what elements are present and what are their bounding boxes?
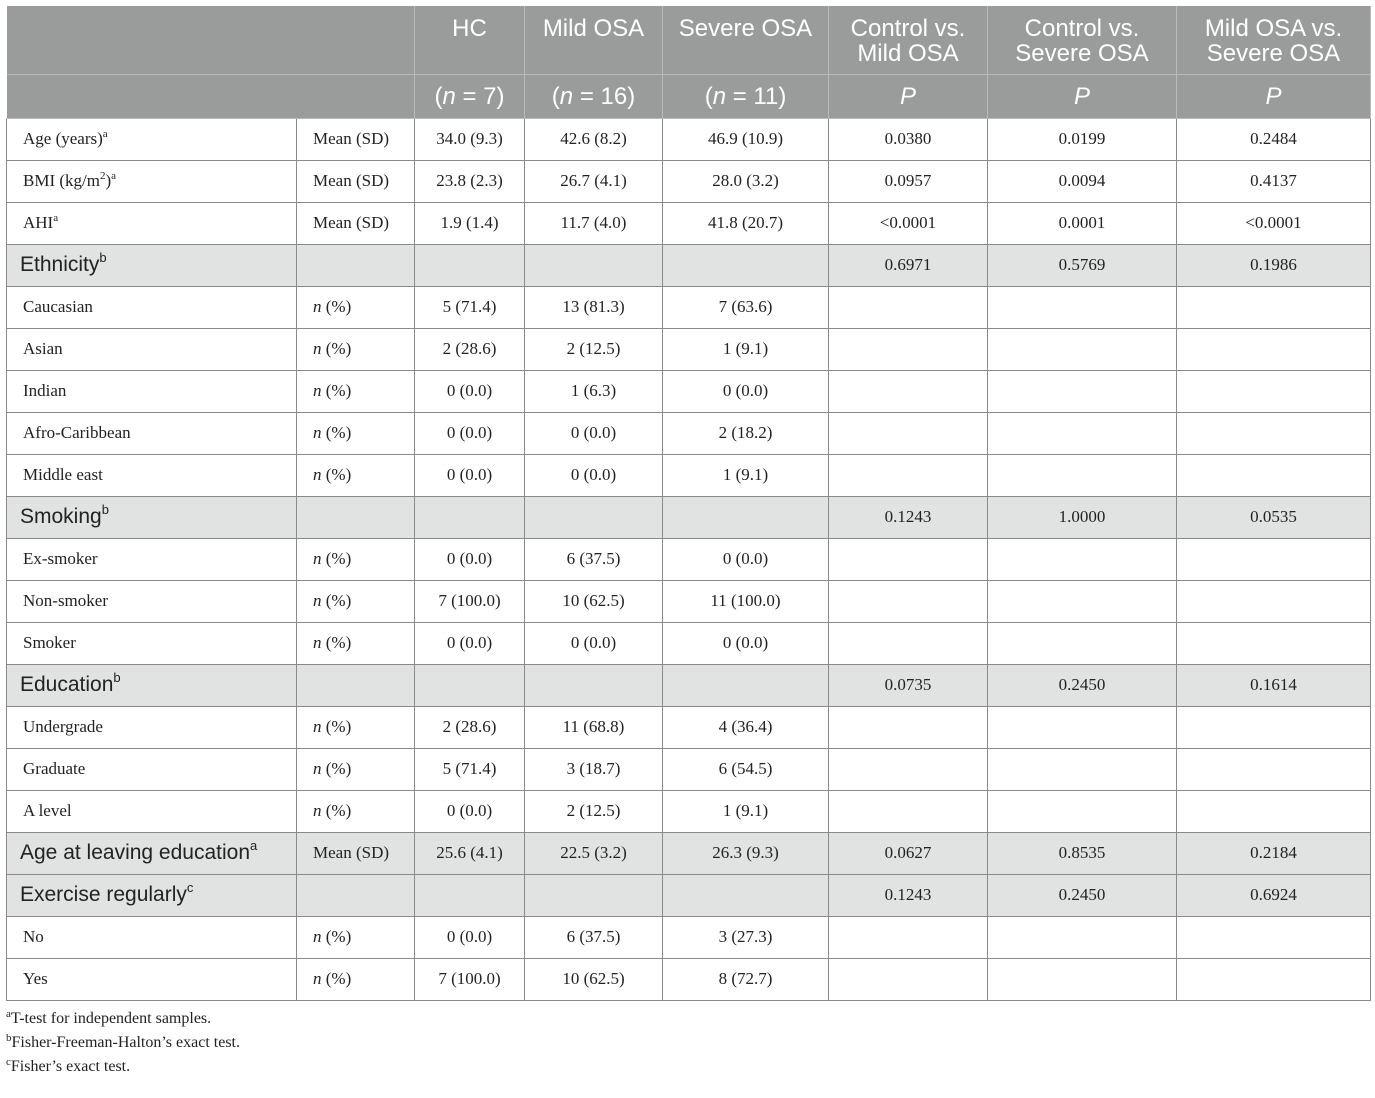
table-cell bbox=[829, 454, 988, 496]
row-statistic: Mean (SD) bbox=[297, 202, 415, 244]
row-label bbox=[7, 664, 297, 706]
row-statistic: Mean (SD) bbox=[297, 832, 415, 874]
row-statistic: n (%) bbox=[297, 580, 415, 622]
table-cell bbox=[663, 496, 829, 538]
row-statistic: n (%) bbox=[297, 286, 415, 328]
table-cell: 11.7 (4.0) bbox=[525, 202, 663, 244]
row-label-text: Asian bbox=[23, 339, 63, 358]
table-row bbox=[7, 538, 1371, 580]
table-cell bbox=[1177, 538, 1371, 580]
table-group-row bbox=[7, 496, 1371, 538]
table-row bbox=[7, 370, 1371, 412]
table-cell: 0.0735 bbox=[829, 664, 988, 706]
row-label-text: Age at leaving education bbox=[20, 841, 251, 864]
table-cell: 6 (37.5) bbox=[525, 538, 663, 580]
table-cell: 26.7 (4.1) bbox=[525, 160, 663, 202]
footnote-marker: c bbox=[6, 1055, 11, 1068]
table-cell: 28.0 (3.2) bbox=[663, 160, 829, 202]
table-cell: 0.0627 bbox=[829, 832, 988, 874]
table-cell bbox=[988, 370, 1177, 412]
n-symbol: n bbox=[313, 297, 322, 316]
table-cell: 5 (71.4) bbox=[415, 748, 525, 790]
table-cell bbox=[663, 244, 829, 286]
table-row bbox=[7, 160, 1371, 202]
subheader-row bbox=[7, 74, 1371, 118]
table-row bbox=[7, 118, 1371, 160]
table-cell: 0.6924 bbox=[1177, 874, 1371, 916]
row-statistic bbox=[297, 874, 415, 916]
column-header-mild-osa: Mild OSA bbox=[525, 6, 663, 74]
row-label-text: Undergrade bbox=[23, 717, 103, 736]
table-cell bbox=[1177, 790, 1371, 832]
footnote bbox=[6, 1031, 1370, 1055]
row-label bbox=[7, 412, 297, 454]
subheader-severe-osa-n: (n = 11) bbox=[663, 74, 829, 118]
table-cell bbox=[988, 916, 1177, 958]
table-cell: 1 (9.1) bbox=[663, 328, 829, 370]
table-cell: 0 (0.0) bbox=[415, 454, 525, 496]
table-cell: <0.0001 bbox=[829, 202, 988, 244]
table-cell bbox=[415, 244, 525, 286]
row-statistic: Mean (SD) bbox=[297, 160, 415, 202]
row-label-text: Yes bbox=[23, 969, 48, 988]
table-row bbox=[7, 622, 1371, 664]
subheader-p: P bbox=[829, 74, 988, 118]
table-row bbox=[7, 706, 1371, 748]
table-cell bbox=[829, 790, 988, 832]
row-label bbox=[7, 328, 297, 370]
table-cell bbox=[988, 286, 1177, 328]
table-cell: 0.0957 bbox=[829, 160, 988, 202]
footnote-marker: b bbox=[113, 670, 121, 685]
row-label-text: Education bbox=[20, 673, 114, 696]
row-label bbox=[7, 286, 297, 328]
subheader-hc-n: (n = 7) bbox=[415, 74, 525, 118]
table-cell: <0.0001 bbox=[1177, 202, 1371, 244]
row-statistic: n (%) bbox=[297, 706, 415, 748]
footnote-marker: a bbox=[6, 1007, 11, 1020]
table-cell bbox=[1177, 706, 1371, 748]
table-cell: 0 (0.0) bbox=[415, 790, 525, 832]
subheader-blank-cell bbox=[7, 74, 297, 118]
table-cell: 0.2184 bbox=[1177, 832, 1371, 874]
column-header-severe-osa: Severe OSA bbox=[663, 6, 829, 74]
table-row bbox=[7, 286, 1371, 328]
row-statistic bbox=[297, 664, 415, 706]
table-cell: 0.1614 bbox=[1177, 664, 1371, 706]
table-cell bbox=[988, 580, 1177, 622]
n-symbol: n bbox=[313, 381, 322, 400]
table-cell: 0.2450 bbox=[988, 664, 1177, 706]
row-label-text: Non-smoker bbox=[23, 591, 108, 610]
table-cell: 8 (72.7) bbox=[663, 958, 829, 1000]
row-label bbox=[7, 622, 297, 664]
row-label bbox=[7, 244, 297, 286]
row-statistic: n (%) bbox=[297, 538, 415, 580]
table-cell: 0 (0.0) bbox=[525, 454, 663, 496]
table-cell bbox=[1177, 748, 1371, 790]
footnote-marker: a bbox=[102, 128, 108, 140]
table-cell bbox=[525, 496, 663, 538]
table-cell: 1.9 (1.4) bbox=[415, 202, 525, 244]
table-cell: 7 (100.0) bbox=[415, 580, 525, 622]
table-cell: 0 (0.0) bbox=[525, 622, 663, 664]
table-cell: 22.5 (3.2) bbox=[525, 832, 663, 874]
row-statistic: n (%) bbox=[297, 454, 415, 496]
table-cell: 0 (0.0) bbox=[415, 412, 525, 454]
n-symbol: n bbox=[313, 465, 322, 484]
row-label-text: Smoker bbox=[23, 633, 76, 652]
table-cell bbox=[988, 790, 1177, 832]
n-symbol: n bbox=[442, 82, 456, 110]
table-cell: 1 (6.3) bbox=[525, 370, 663, 412]
table-cell: 3 (27.3) bbox=[663, 916, 829, 958]
row-label-text: AHI bbox=[23, 213, 54, 232]
footnote bbox=[6, 1055, 1370, 1079]
table-header bbox=[7, 6, 1371, 118]
row-label bbox=[7, 580, 297, 622]
n-symbol: n bbox=[313, 759, 322, 778]
table-cell bbox=[829, 328, 988, 370]
table-cell bbox=[1177, 958, 1371, 1000]
table-cell bbox=[829, 748, 988, 790]
row-label bbox=[7, 496, 297, 538]
n-symbol: n bbox=[313, 549, 322, 568]
table-cell bbox=[415, 664, 525, 706]
table-group-row bbox=[7, 874, 1371, 916]
table-cell: 0.0535 bbox=[1177, 496, 1371, 538]
row-label-text: Exercise regularly bbox=[20, 883, 187, 906]
row-statistic: n (%) bbox=[297, 328, 415, 370]
table-cell: 1 (9.1) bbox=[663, 790, 829, 832]
row-statistic: n (%) bbox=[297, 370, 415, 412]
n-symbol: n bbox=[313, 339, 322, 358]
table-cell: 0.4137 bbox=[1177, 160, 1371, 202]
table-cell: 0.2450 bbox=[988, 874, 1177, 916]
footnote-text: Fisher-Freeman-Halton’s exact test. bbox=[11, 1033, 240, 1051]
table-cell: 10 (62.5) bbox=[525, 958, 663, 1000]
table-cell bbox=[1177, 454, 1371, 496]
table-cell bbox=[988, 538, 1177, 580]
row-label bbox=[7, 790, 297, 832]
n-symbol: n bbox=[559, 82, 574, 110]
footnote-marker: a bbox=[53, 212, 59, 224]
n-symbol: n bbox=[313, 591, 322, 610]
table-cell: 41.8 (20.7) bbox=[663, 202, 829, 244]
subheader-p: P bbox=[988, 74, 1177, 118]
table-cell: 0.1243 bbox=[829, 874, 988, 916]
table-cell bbox=[988, 328, 1177, 370]
header-blank-cell bbox=[7, 6, 297, 74]
table-row bbox=[7, 958, 1371, 1000]
demographics-table bbox=[6, 6, 1371, 1001]
table-cell: 0 (0.0) bbox=[663, 622, 829, 664]
row-label-text: Ex-smoker bbox=[23, 549, 98, 568]
n-symbol: n bbox=[313, 633, 322, 652]
row-label-text: Caucasian bbox=[23, 297, 93, 316]
unit-superscript: 2 bbox=[99, 170, 106, 182]
table-row bbox=[7, 412, 1371, 454]
table-group-row bbox=[7, 664, 1371, 706]
table-cell bbox=[1177, 286, 1371, 328]
row-label-text: Middle east bbox=[23, 465, 103, 484]
table-body bbox=[7, 118, 1371, 1000]
table-cell bbox=[1177, 580, 1371, 622]
table-cell: 6 (54.5) bbox=[663, 748, 829, 790]
n-symbol: n bbox=[712, 82, 727, 110]
table-cell: 13 (81.3) bbox=[525, 286, 663, 328]
table-cell bbox=[1177, 328, 1371, 370]
footnote-marker: b bbox=[6, 1031, 12, 1044]
table-cell: 0 (0.0) bbox=[415, 538, 525, 580]
table-cell: 0.0199 bbox=[988, 118, 1177, 160]
table-cell: 0.0094 bbox=[988, 160, 1177, 202]
table-row bbox=[7, 748, 1371, 790]
table-cell: 0 (0.0) bbox=[525, 412, 663, 454]
table-cell: 7 (63.6) bbox=[663, 286, 829, 328]
table-cell: 25.6 (4.1) bbox=[415, 832, 525, 874]
table-cell: 0 (0.0) bbox=[663, 538, 829, 580]
row-label-tail: ) bbox=[105, 171, 112, 190]
table-cell bbox=[525, 664, 663, 706]
table-cell: 10 (62.5) bbox=[525, 580, 663, 622]
row-label bbox=[7, 118, 297, 160]
row-label bbox=[7, 706, 297, 748]
subheader-p: P bbox=[1177, 74, 1371, 118]
table-cell: 5 (71.4) bbox=[415, 286, 525, 328]
table-cell: 26.3 (9.3) bbox=[663, 832, 829, 874]
row-label bbox=[7, 916, 297, 958]
subheader-blank-cell bbox=[297, 74, 415, 118]
table-cell: 1.0000 bbox=[988, 496, 1177, 538]
row-label-text: Smoking bbox=[20, 505, 102, 528]
table-container bbox=[6, 6, 1370, 1079]
table-cell bbox=[1177, 916, 1371, 958]
n-symbol: n bbox=[313, 969, 322, 988]
row-label bbox=[7, 370, 297, 412]
table-cell bbox=[829, 286, 988, 328]
row-label-text: Graduate bbox=[23, 759, 86, 778]
table-cell: 0.0380 bbox=[829, 118, 988, 160]
table-cell bbox=[1177, 622, 1371, 664]
row-label-text: A level bbox=[23, 801, 72, 820]
n-symbol: n bbox=[313, 801, 322, 820]
table-cell bbox=[988, 454, 1177, 496]
table-cell: 0.6971 bbox=[829, 244, 988, 286]
row-statistic: n (%) bbox=[297, 748, 415, 790]
table-cell bbox=[988, 748, 1177, 790]
row-label bbox=[7, 538, 297, 580]
n-symbol: n bbox=[313, 927, 322, 946]
footnote-marker: a bbox=[111, 170, 117, 182]
table-row bbox=[7, 328, 1371, 370]
table-row bbox=[7, 916, 1371, 958]
row-statistic bbox=[297, 244, 415, 286]
row-label bbox=[7, 160, 297, 202]
table-cell: 0.1986 bbox=[1177, 244, 1371, 286]
row-label bbox=[7, 202, 297, 244]
row-label bbox=[7, 454, 297, 496]
row-statistic bbox=[297, 496, 415, 538]
row-label-text: BMI (kg/m bbox=[23, 171, 100, 190]
table-cell bbox=[829, 412, 988, 454]
subheader-mild-osa-n: (n = 16) bbox=[525, 74, 663, 118]
table-cell bbox=[829, 916, 988, 958]
table-cell bbox=[988, 706, 1177, 748]
table-cell: 34.0 (9.3) bbox=[415, 118, 525, 160]
header-blank-cell bbox=[297, 6, 415, 74]
table-cell: 0 (0.0) bbox=[663, 370, 829, 412]
footnote-marker: b bbox=[99, 250, 107, 265]
table-cell bbox=[829, 958, 988, 1000]
table-cell: 0 (0.0) bbox=[415, 622, 525, 664]
column-header-hc: HC bbox=[415, 6, 525, 74]
table-cell: 2 (12.5) bbox=[525, 328, 663, 370]
table-cell bbox=[829, 706, 988, 748]
footnote-text: T-test for independent samples. bbox=[10, 1009, 212, 1027]
table-group-row bbox=[7, 832, 1371, 874]
table-cell: 0.0001 bbox=[988, 202, 1177, 244]
table-cell bbox=[1177, 370, 1371, 412]
table-cell bbox=[988, 958, 1177, 1000]
table-cell: 46.9 (10.9) bbox=[663, 118, 829, 160]
table-cell: 1 (9.1) bbox=[663, 454, 829, 496]
table-cell: 2 (18.2) bbox=[663, 412, 829, 454]
table-row bbox=[7, 790, 1371, 832]
column-header-control-vs-mild: Control vs. Mild OSA bbox=[829, 6, 988, 74]
table-cell: 42.6 (8.2) bbox=[525, 118, 663, 160]
table-cell bbox=[829, 370, 988, 412]
table-cell bbox=[988, 412, 1177, 454]
table-cell bbox=[1177, 412, 1371, 454]
column-header-control-vs-severe: Control vs. Severe OSA bbox=[988, 6, 1177, 74]
table-cell: 4 (36.4) bbox=[663, 706, 829, 748]
table-cell bbox=[525, 874, 663, 916]
table-cell: 0 (0.0) bbox=[415, 370, 525, 412]
table-cell: 0.1243 bbox=[829, 496, 988, 538]
row-statistic: n (%) bbox=[297, 622, 415, 664]
footnote bbox=[6, 1007, 1370, 1031]
table-cell: 0.5769 bbox=[988, 244, 1177, 286]
row-label bbox=[7, 832, 297, 874]
table-row bbox=[7, 580, 1371, 622]
n-symbol: n bbox=[313, 717, 322, 736]
table-row bbox=[7, 202, 1371, 244]
table-cell: 7 (100.0) bbox=[415, 958, 525, 1000]
header-row bbox=[7, 6, 1371, 74]
column-header-mild-vs-severe: Mild OSA vs. Severe OSA bbox=[1177, 6, 1371, 74]
row-label bbox=[7, 874, 297, 916]
table-cell: 23.8 (2.3) bbox=[415, 160, 525, 202]
row-statistic: n (%) bbox=[297, 790, 415, 832]
row-label-text: Indian bbox=[23, 381, 67, 400]
table-cell: 2 (12.5) bbox=[525, 790, 663, 832]
row-label-text: Ethnicity bbox=[20, 253, 100, 276]
table-cell bbox=[829, 580, 988, 622]
footnote-marker: b bbox=[101, 502, 109, 517]
table-row bbox=[7, 454, 1371, 496]
footnote-text: Fisher’s exact test. bbox=[10, 1057, 131, 1075]
row-label-text: No bbox=[23, 927, 44, 946]
table-cell bbox=[829, 622, 988, 664]
table-cell bbox=[525, 244, 663, 286]
table-cell bbox=[415, 496, 525, 538]
table-cell bbox=[829, 538, 988, 580]
table-cell bbox=[663, 664, 829, 706]
table-cell: 0 (0.0) bbox=[415, 916, 525, 958]
table-cell: 6 (37.5) bbox=[525, 916, 663, 958]
table-cell bbox=[415, 874, 525, 916]
row-label-text: Age (years) bbox=[23, 129, 103, 148]
n-symbol: n bbox=[313, 423, 322, 442]
footnote-marker: c bbox=[186, 880, 194, 895]
row-statistic: n (%) bbox=[297, 412, 415, 454]
table-group-row bbox=[7, 244, 1371, 286]
footnote-marker: a bbox=[250, 838, 258, 853]
row-statistic: n (%) bbox=[297, 958, 415, 1000]
row-statistic: Mean (SD) bbox=[297, 118, 415, 160]
table-cell: 3 (18.7) bbox=[525, 748, 663, 790]
table-cell: 2 (28.6) bbox=[415, 328, 525, 370]
row-label bbox=[7, 958, 297, 1000]
row-statistic: n (%) bbox=[297, 916, 415, 958]
footnotes bbox=[6, 1007, 1370, 1079]
table-cell: 2 (28.6) bbox=[415, 706, 525, 748]
table-cell: 11 (68.8) bbox=[525, 706, 663, 748]
row-label bbox=[7, 748, 297, 790]
table-cell: 0.2484 bbox=[1177, 118, 1371, 160]
table-cell: 11 (100.0) bbox=[663, 580, 829, 622]
row-label-text: Afro-Caribbean bbox=[23, 423, 131, 442]
table-cell: 0.8535 bbox=[988, 832, 1177, 874]
table-cell bbox=[988, 622, 1177, 664]
table-cell bbox=[663, 874, 829, 916]
